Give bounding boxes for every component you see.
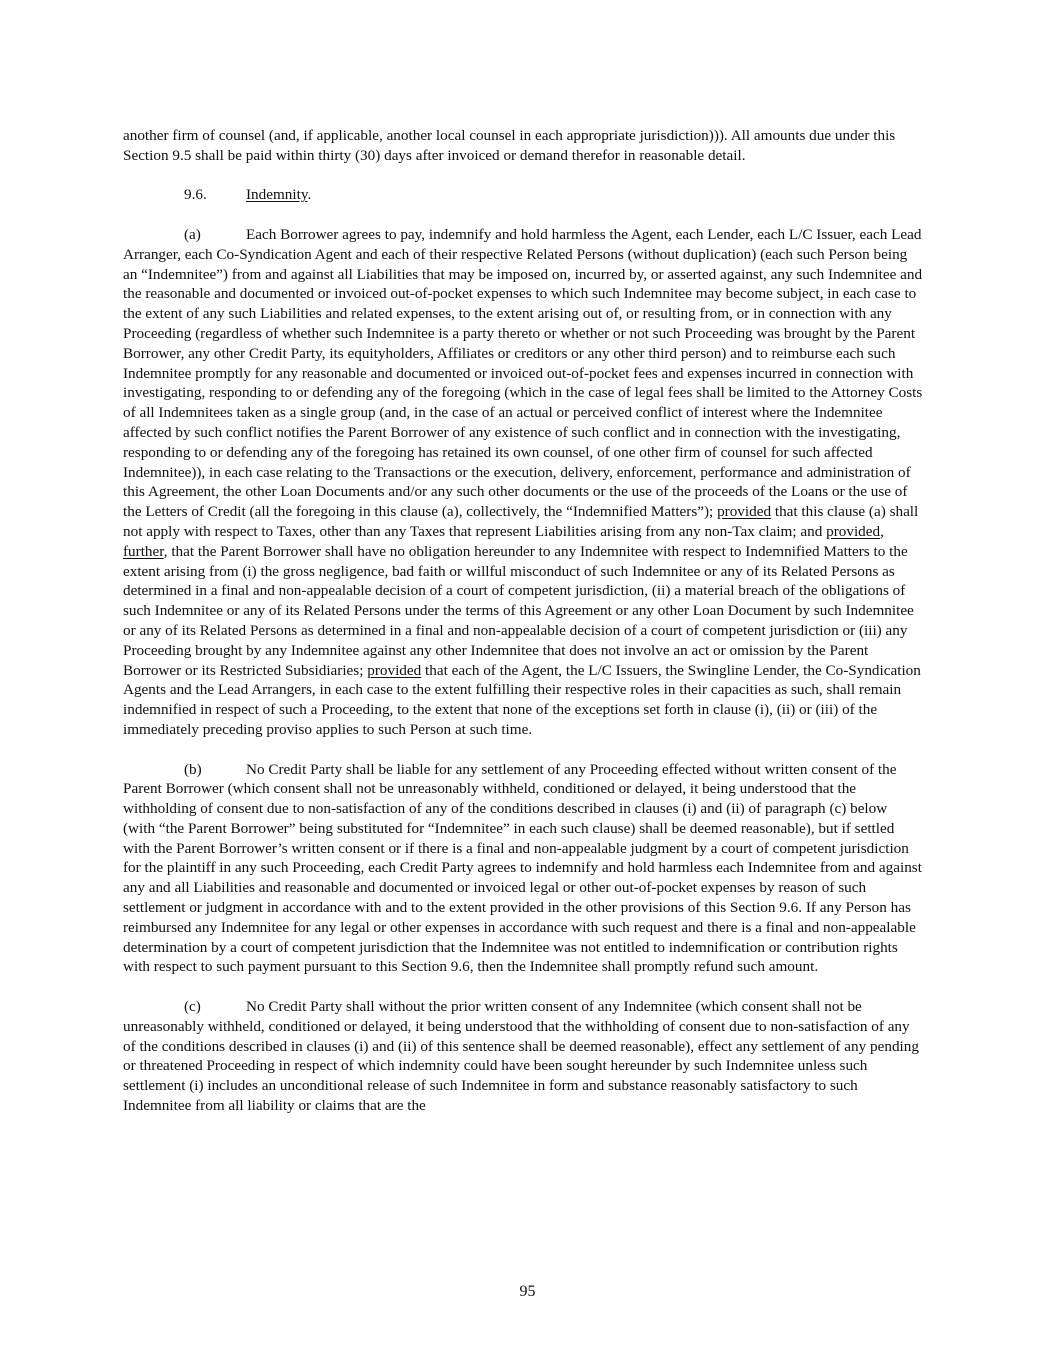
section-title-suffix: .	[307, 186, 312, 204]
clause-a-text-4: that each of the Agent, the L/C Issuers, the Swingline Lender, the Co-Syndication Agents and the Lead Arrangers, in each case to the extent fulfilling their respective roles in their capacities as such, shall remain indemnified in respect of such a Proceeding, to the extent that none of the exceptions set forth in clause (i), (ii) or (iii) of the immediately preceding proviso applies to such Person at such time.	[123, 661, 921, 738]
continuation-paragraph: another firm of counsel (and, if applicable, another local counsel in each appropriate jurisdiction))). All amounts due under this Section 9.5 shall be paid within thirty (30) days after invoiced or demand therefor in reasonable detail.	[123, 127, 896, 164]
clause-a-provided-2: provided	[826, 522, 881, 540]
section-title: Indemnity	[246, 186, 308, 204]
clause-a-provided-3: provided	[367, 661, 422, 679]
page-number: 95	[519, 1283, 536, 1300]
clause-a-text-1: Each Borrower agrees to pay, indemnify and hold harmless the Agent, each Lender, each L/C Issuer, each Lead Arranger, each Co-Syndication Agent and each of their respective Related Persons (without duplication) (each such Person being an “Indemnitee”) from and against all Liabilities that may be imposed on, incurred by, or asserted against, any such Indemnitee and the reasonable and documented or invoiced out-of-pocket expenses to which such Indemnitee may become subject, in each case to the extent of any such Liabilities and related expenses, to the extent arising out of, or resulting from, or in connection with any Proceeding (regardless of whether such Indemnitee is a party thereto or whether or not such Proceeding was brought by the Parent Borrower, any other Credit Party, its equityholders, Affiliates or creditors or any other third person) and to reimburse each such Indemnitee promptly for any reasonable and documented or invoiced out-of-pocket fees and expenses incurred in connection with investigating, responding to or defending any of the foregoing (which in the case of legal fees shall be limited to the Attorney Costs of all Indemnitees taken as a single group (and, in the case of an actual or perceived conflict of interest where the Indemnitee affected by such conflict notifies the Parent Borrower of any existence of such conflict and in connection with the investigating, responding to or defending any of the foregoing has retained its own counsel, of one other firm of counsel for such affected Indemnitee)), in each case relating to the Transactions or the execution, delivery, enforcement, performance and administration of this Agreement, the other Loan Documents and/or any such other documents or the use of the proceeds of the Loans or the use of the Letters of Credit (all the foregoing in this clause (a), collectively, the “Indemnified Matters”);	[123, 225, 923, 521]
clause-c-paragraph	[123, 997, 923, 1116]
clause-b-paragraph	[123, 760, 923, 978]
clause-c-text: No Credit Party shall without the prior written consent of any Indemnitee (which consent shall not be unreasonably withheld, conditioned or delayed, it being understood that the withholding of consent due to non-satisfaction of any of the conditions described in clauses (i) and (ii) of this sentence shall be deemed reasonable), effect any settlement of any pending or threatened Proceeding in respect of which indemnity could have been sought hereunder by such Indemnitee unless such settlement (i) includes an unconditional release of such Indemnitee in form and substance reasonably satisfactory to such Indemnitee from all liability or claims that are the	[123, 998, 919, 1115]
clause-a-comma: ,	[880, 522, 884, 540]
section-heading	[123, 185, 923, 205]
section-number: 9.6.	[184, 186, 207, 204]
clause-b-text: No Credit Party shall be liable for any settlement of any Proceeding effected without written consent of the Parent Borrower (which consent shall not be unreasonably withheld, conditioned or delayed, it being understood that the withholding of consent due to non-satisfaction of any of the conditions described in clauses (i) and (ii) of paragraph (c) below (with “the Parent Borrower” being substituted for “Indemnitee” in each such clause) shall be deemed reasonable), but if settled with the Parent Borrower’s written consent or if there is a final and non-appealable judgment by a court of competent jurisdiction for the plaintiff in any such Proceeding, each Credit Party agrees to indemnify and hold harmless each Indemnitee from and against any and all Liabilities and reasonable and documented or invoiced legal or other out-of-pocket expenses by reason of such settlement or judgment in accordance with and to the extent provided in the other provisions of this Section 9.6. If any Person has reimbursed any Indemnitee for any legal or other expenses in accordance with such request and there is a final and non-appealable determination by a court of competent jurisdiction that the Indemnitee was not entitled to indemnification or contribution rights with respect to such payment pursuant to this Section 9.6, then the Indemnitee shall promptly refund such amount.	[123, 760, 922, 976]
clause-a-text-2: that this clause (a) shall not apply with respect to Taxes, other than any Taxes that represent Liabilities arising from any non-Tax claim; and	[123, 503, 919, 540]
clause-a-provided-1: provided	[717, 503, 772, 521]
clause-b-label: (b)	[184, 760, 202, 778]
clause-a-paragraph	[123, 225, 923, 740]
clause-a-text-3: , that the Parent Borrower shall have no obligation hereunder to any Indemnitee with respect to Indemnified Matters to the extent arising from (i) the gross negligence, bad faith or willful misconduct of such Indemnitee or any of its Related Persons as determined in a final and non-appealable decision of a court of competent jurisdiction, (ii) a material breach of the obligations of such Indemnitee or any of its Related Persons under the terms of this Agreement or any other Loan Document by such Indemnitee or any of its Related Persons as determined in a final and non-appealable decision of a court of competent jurisdiction or (iii) any Proceeding brought by any Indemnitee against any other Indemnitee that does not involve an act or omission by the Parent Borrower or its Restricted Subsidiaries;	[123, 542, 914, 679]
clause-a-label: (a)	[184, 225, 201, 243]
clause-a-further: further	[123, 542, 164, 560]
document-page	[123, 126, 923, 1136]
clause-c-label: (c)	[184, 998, 201, 1016]
